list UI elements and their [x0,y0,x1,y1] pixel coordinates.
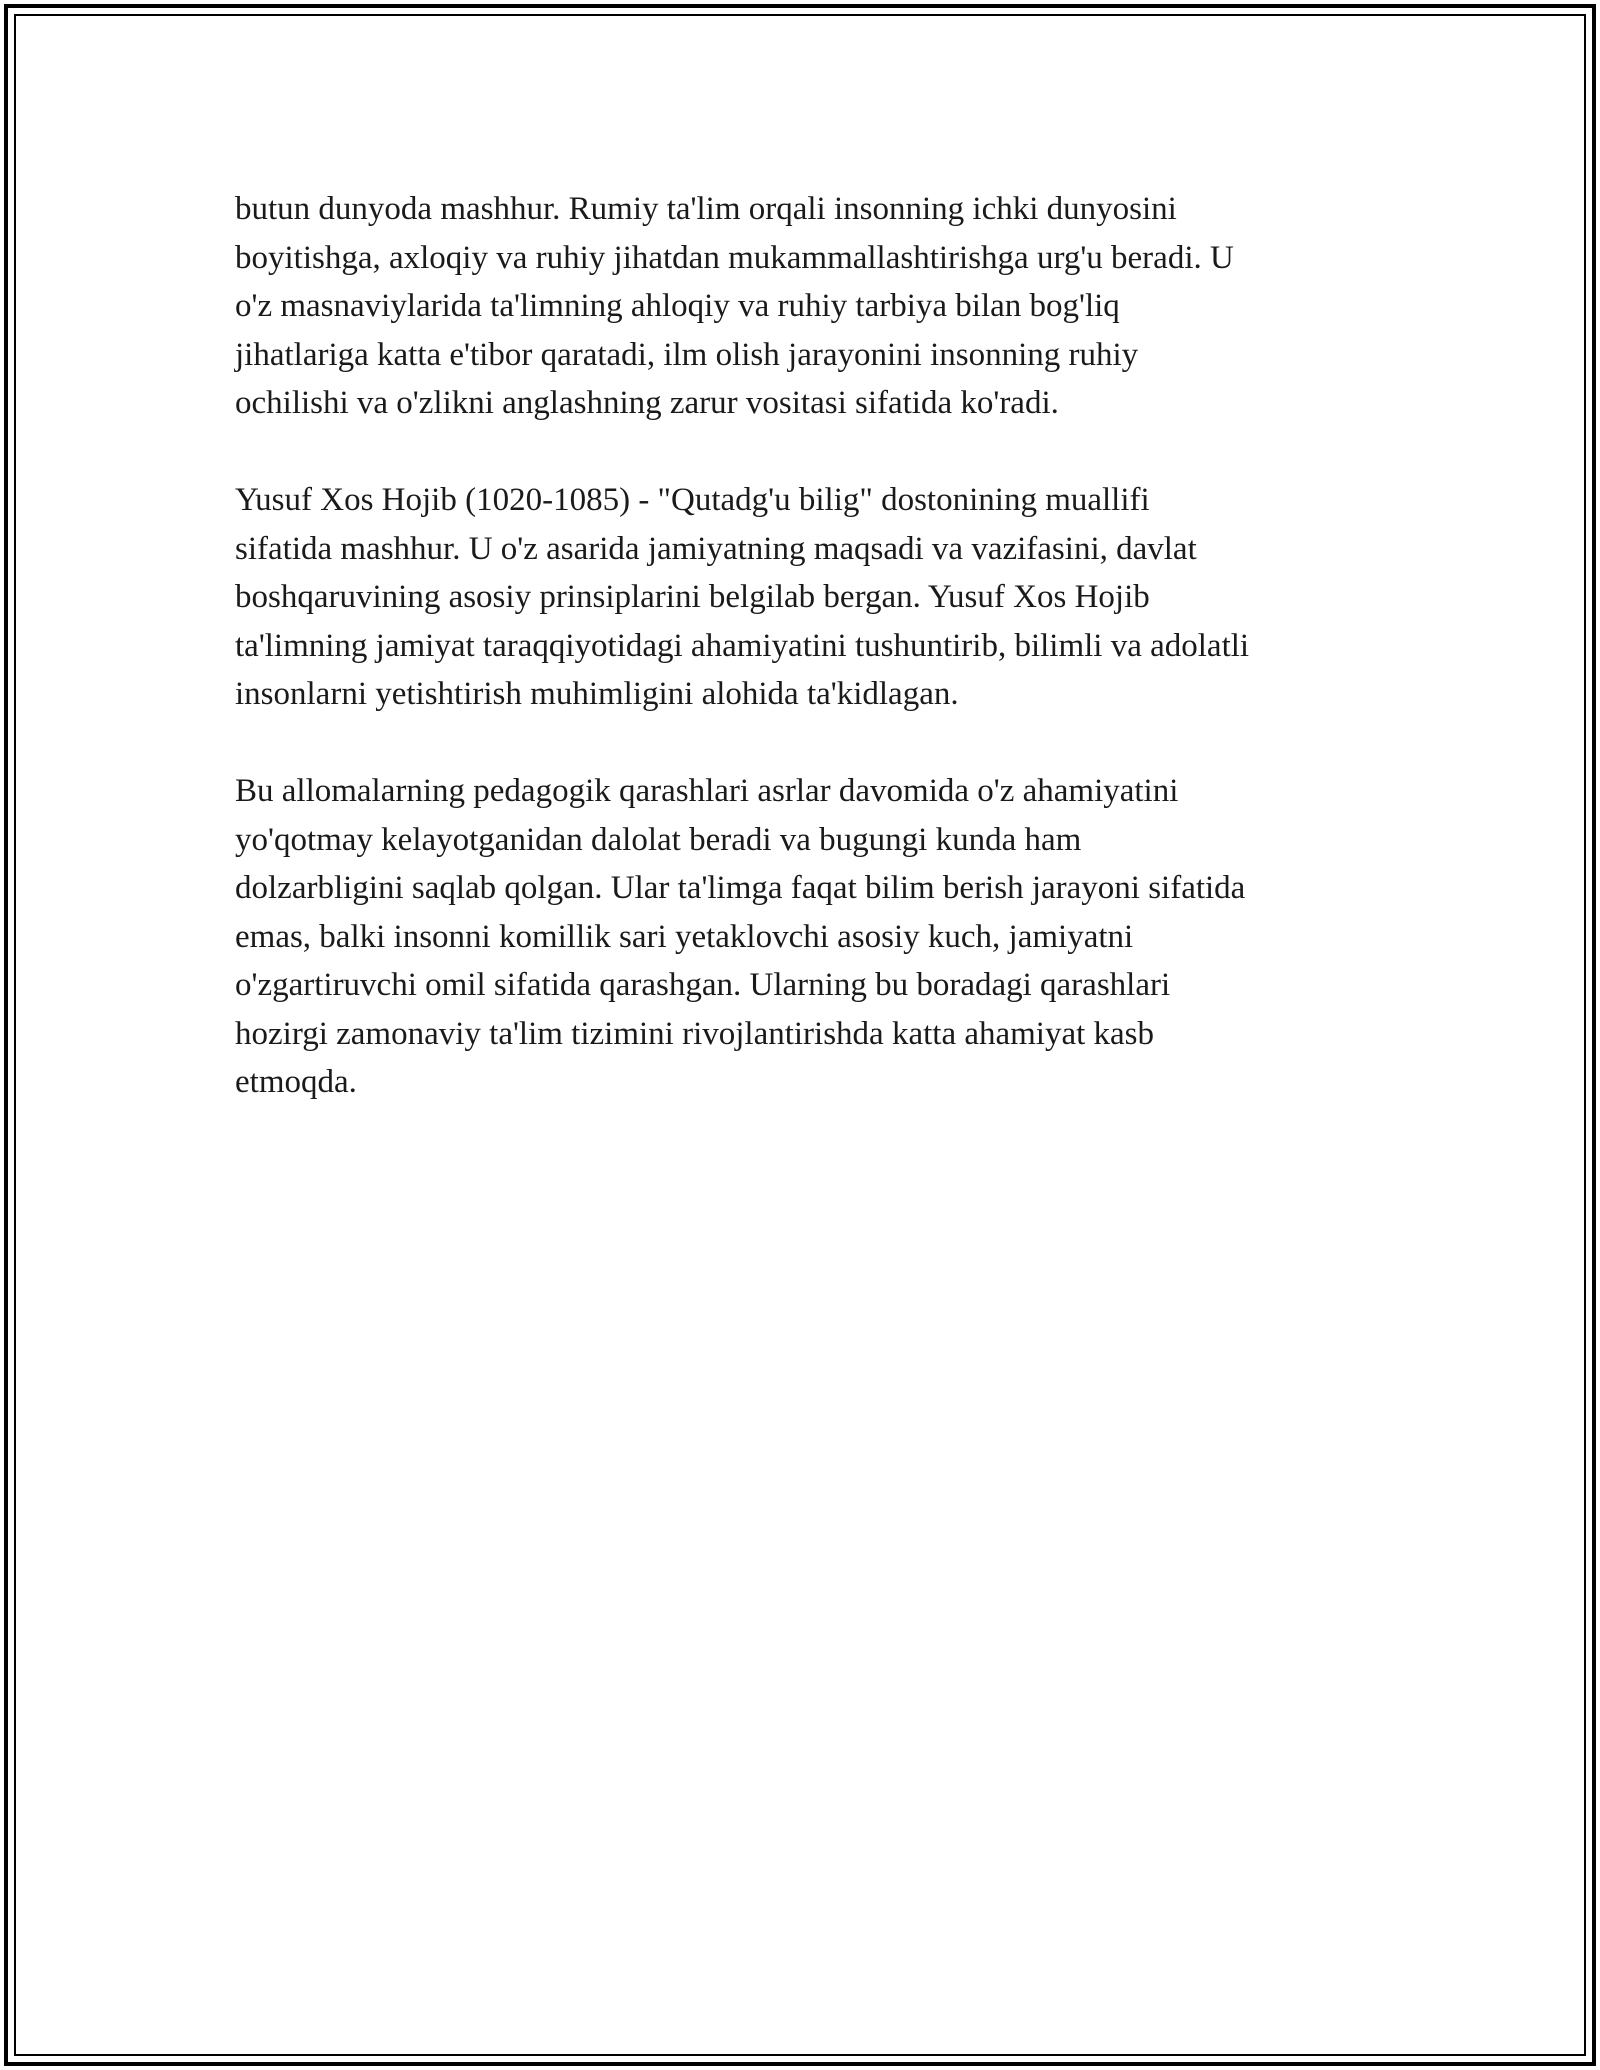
text-line: Yusuf Xos Hojib (1020-1085) - "Qutadg'u bilig" dostonining muallifi [235,482,1150,518]
text-line: ta'limning jamiyat taraqqiyotidagi ahamiyatini tushuntirib, bilimli va adolatli [235,627,1250,664]
paragraph-rumiy [235,185,1385,428]
text-line: sifatida mashhur. U o'z asarida jamiyatning maqsadi va vazifasini, davlat [235,530,1197,567]
text-line: insonlarni yetishtirish muhimligini alohida ta'kidlagan. [235,676,959,712]
text-line: hozirgi zamonaviy ta'lim tizimini rivojlantirishda katta ahamiyat kasb [235,1015,1155,1052]
text-line: jihatlariga katta e'tibor qaratadi, ilm olish jarayonini insonning ruhiy [235,336,1139,373]
document-body [235,185,1385,1155]
text-line: butun dunyoda mashhur. Rumiy ta'lim orqali insonning ichki dunyosini [235,191,1177,227]
text-line: ochilishi va o'zlikni anglashning zarur vositasi sifatida ko'radi. [235,385,1059,421]
text-line: emas, balki insonni komillik sari yetaklovchi asosiy kuch, jamiyatni [235,918,1134,955]
text-line: dolzarbligini saqlab qolgan. Ular ta'limga faqat bilim berish jarayoni sifatida [235,870,1246,906]
text-line: o'zgartiruvchi omil sifatida qarashgan. Ularning bu boradagi qarashlari [235,967,1171,1003]
text-line: yo'qotmay kelayotganidan dalolat beradi va bugungi kunda ham [235,821,1082,858]
paragraph-yusuf-xos-hojib [235,476,1385,719]
text-line: boyitishga, axloqiy va ruhiy jihatdan mukammallashtirishga urg'u beradi. U [235,239,1234,276]
text-line: etmoqda. [235,1064,357,1100]
text-line: boshqaruvining asosiy prinsiplarini belgilab bergan. Yusuf Xos Hojib [235,579,1150,615]
text-line: o'z masnaviylarida ta'limning ahloqiy va ruhiy tarbiya bilan bog'liq [235,288,1120,324]
text-line: Bu allomalarning pedagogik qarashlari asrlar davomida o'z ahamiyatini [235,773,1179,809]
paragraph-conclusion [235,767,1385,1107]
